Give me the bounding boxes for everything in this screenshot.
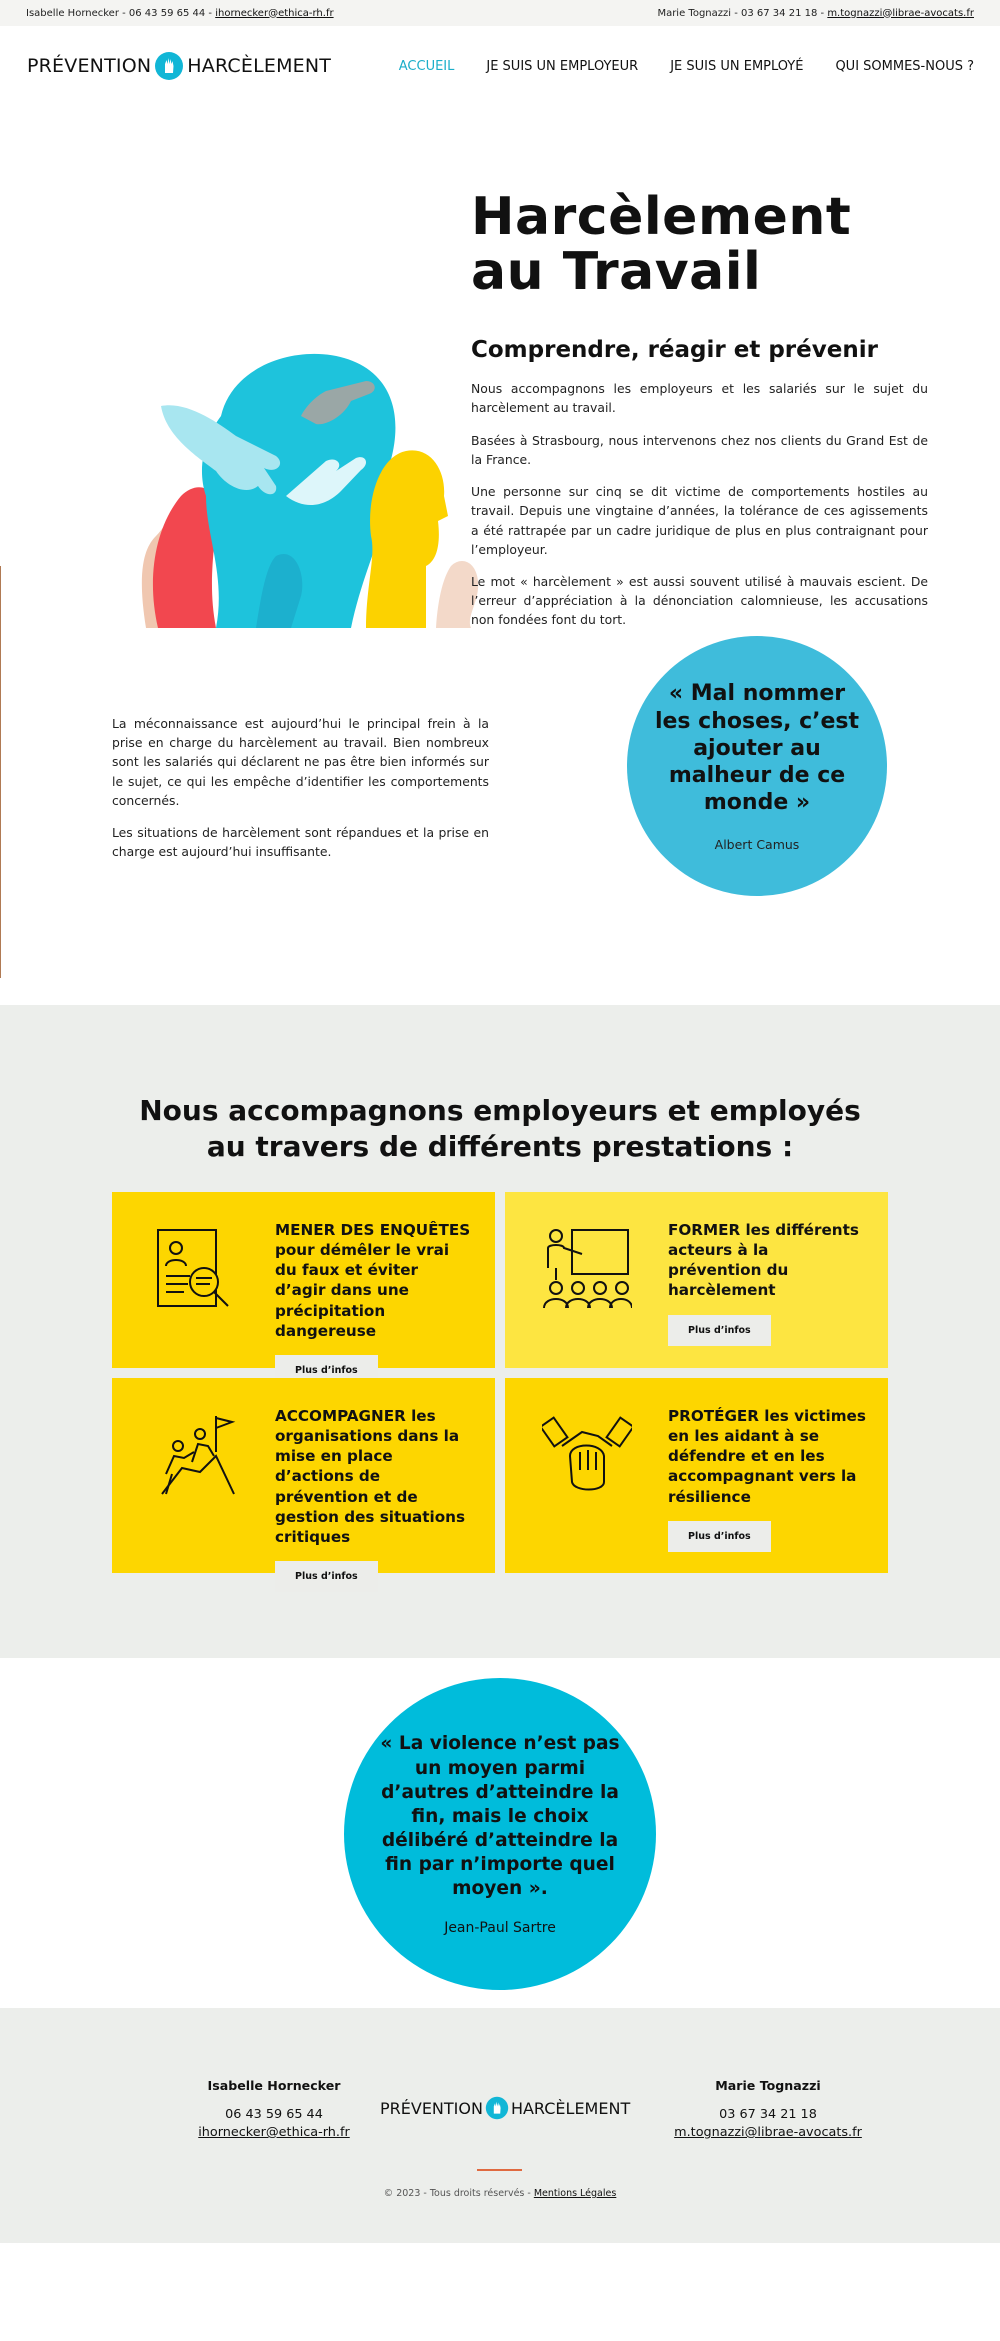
logo-word-left: PRÉVENTION: [27, 55, 152, 77]
email-link-marie[interactable]: m.tognazzi@librae-avocats.fr: [827, 7, 974, 19]
footer-name: Isabelle Hornecker: [207, 2078, 341, 2093]
footer-name: Marie Tognazzi: [715, 2078, 821, 2093]
site-header: [0, 26, 1000, 106]
footer-phone: 06 43 59 65 44: [225, 2107, 323, 2122]
hand-drop-icon: [485, 2096, 509, 2120]
logo-word-right: HARCÈLEMENT: [187, 55, 332, 77]
hero-paragraph: Basées à Strasbourg, nous intervenons chez nos clients du Grand Est de la France.: [471, 432, 928, 467]
top-contact-bar: [0, 0, 1000, 26]
top-contact-left: [26, 8, 334, 19]
site-logo[interactable]: [27, 51, 331, 81]
hands-together-icon: [542, 1412, 632, 1496]
service-card-body: [668, 1192, 888, 1368]
service-icon-wrap: [112, 1192, 275, 1368]
nav-item-employe[interactable]: JE SUIS UN EMPLOYÉ: [670, 58, 804, 74]
footer-phone: 03 67 34 21 18: [719, 2107, 817, 2122]
hero-title-line1: Harcèlement: [471, 187, 852, 247]
footer-logo-word-left: PRÉVENTION: [380, 2098, 483, 2118]
investigation-icon: [154, 1226, 234, 1310]
camus-quote-author: Albert Camus: [714, 836, 800, 852]
service-card-title: ACCOMPAGNER les organisations dans la mise en place d’actions de prévention et de gestion des situations critiques: [275, 1406, 466, 1547]
services-title-line1: Nous accompagnons employeurs et employés: [139, 1094, 861, 1127]
hand-drop-icon: [154, 51, 184, 81]
site-footer: [0, 2008, 1000, 2243]
hero-paragraph: Une personne sur cinq se dit victime de comportements hostiles au travail. Depuis une vingtaine d’années, la tolérance de ces agissements a été rattrapée par un cadre juridique de plus en plus contraignant pour l’employeur.: [471, 484, 928, 557]
service-icon-wrap: [112, 1378, 275, 1573]
service-card-body: [275, 1378, 495, 1583]
service-card-accompagner: [112, 1378, 495, 1583]
footer-copyright: [0, 2188, 1000, 2199]
footer-email-link[interactable]: m.tognazzi@librae-avocats.fr: [674, 2125, 862, 2140]
service-card-proteger: [505, 1378, 888, 1573]
email-link-isabelle[interactable]: ihornecker@ethica-rh.fr: [215, 7, 334, 19]
sartre-quote-text: « La violence n’est pas un moyen parmi d’autres d’atteindre la fin, mais le choix délibéré d’atteindre la fin par n’importe quel moyen ».: [380, 1733, 620, 1900]
top-contact-right: [657, 8, 974, 19]
copyright-text: © 2023 - Tous droits réservés -: [383, 2188, 534, 2199]
service-card-enquetes: [112, 1192, 495, 1377]
hero-title-line2: au Travail: [471, 241, 762, 302]
hero-paragraph: Le mot « harcèlement » est aussi souvent utilisé à mauvais escient. De l’erreur d’appréciation à la dénonciation calomnieuse, les accusations non fondées font du tort.: [471, 573, 928, 628]
awareness-section: [0, 566, 1000, 978]
footer-contact-isabelle: [174, 2078, 374, 2143]
camus-quote-text: « Mal nommer les choses, c’est ajouter au malheur de ce monde »: [654, 681, 860, 816]
sartre-quote-author: Jean-Paul Sartre: [444, 1919, 556, 1936]
training-icon: [542, 1226, 632, 1310]
services-title: [0, 1093, 1000, 1166]
main-nav: [399, 59, 974, 74]
service-icon-wrap: [505, 1378, 668, 1573]
nav-item-accueil[interactable]: ACCUEIL: [398, 58, 455, 74]
service-card-body: [275, 1192, 495, 1377]
footer-contact-marie: [668, 2078, 868, 2143]
footer-email-link[interactable]: ihornecker@ethica-rh.fr: [198, 2125, 350, 2140]
climb-flag-icon: [152, 1412, 236, 1496]
hero-subtitle: Comprendre, réagir et prévenir: [471, 337, 878, 364]
footer-logo[interactable]: [380, 2096, 630, 2120]
services-grid: [112, 1192, 1000, 1583]
awareness-text: [112, 714, 489, 875]
awareness-paragraph: La méconnaissance est aujourd’hui le principal frein à la prise en charge du harcèlement au travail. Bien nombreux sont les salariés qui déclarent ne pas être bien informés sur le sujet, ce qui les empêche d’identifier les comportements concernés.: [112, 716, 489, 808]
plus-infos-button[interactable]: Plus d’infos: [275, 1561, 378, 1592]
plus-infos-button[interactable]: Plus d’infos: [275, 1355, 378, 1386]
services-section: [0, 1005, 1000, 1658]
hero-title: [471, 187, 928, 302]
service-card-former: [505, 1192, 888, 1368]
plus-infos-button[interactable]: Plus d’infos: [668, 1315, 771, 1346]
camus-quote-circle: [627, 636, 887, 896]
contact-isabelle-text: Isabelle Hornecker - 06 43 59 65 44 -: [26, 7, 216, 19]
sartre-quote-section: [0, 1658, 1000, 2008]
nav-item-qui-sommes-nous[interactable]: QUI SOMMES-NOUS ?: [835, 58, 974, 74]
footer-logo-word-right: HARCÈLEMENT: [510, 2098, 631, 2118]
mentions-legales-link[interactable]: Mentions Légales: [533, 2188, 617, 2199]
nav-item-employeur[interactable]: JE SUIS UN EMPLOYEUR: [486, 58, 639, 74]
service-card-title: MENER DES ENQUÊTES pour démêler le vrai du faux et éviter d’agir dans une précipitation dangereuse: [275, 1220, 471, 1340]
service-icon-wrap: [505, 1192, 668, 1368]
sartre-quote-circle: [344, 1678, 656, 1990]
service-card-title: PROTÉGER les victimes en les aidant à se défendre et en les accompagnant vers la résilience: [668, 1406, 866, 1506]
service-card-body: [668, 1378, 888, 1573]
hero-paragraph: Nous accompagnons les employeurs et les salariés sur le sujet du harcèlement au travail.: [471, 381, 928, 416]
plus-infos-button[interactable]: Plus d’infos: [668, 1521, 771, 1552]
services-title-line2: au travers de différents prestations :: [206, 1130, 794, 1164]
awareness-paragraph: Les situations de harcèlement sont répandues et la prise en charge est aujourd’hui insuffisante.: [112, 825, 489, 860]
footer-divider: [477, 2169, 522, 2171]
contact-marie-text: Marie Tognazzi - 03 67 34 21 18 -: [657, 7, 828, 19]
service-card-title: FORMER les différents acteurs à la prévention du harcèlement: [668, 1220, 859, 1300]
